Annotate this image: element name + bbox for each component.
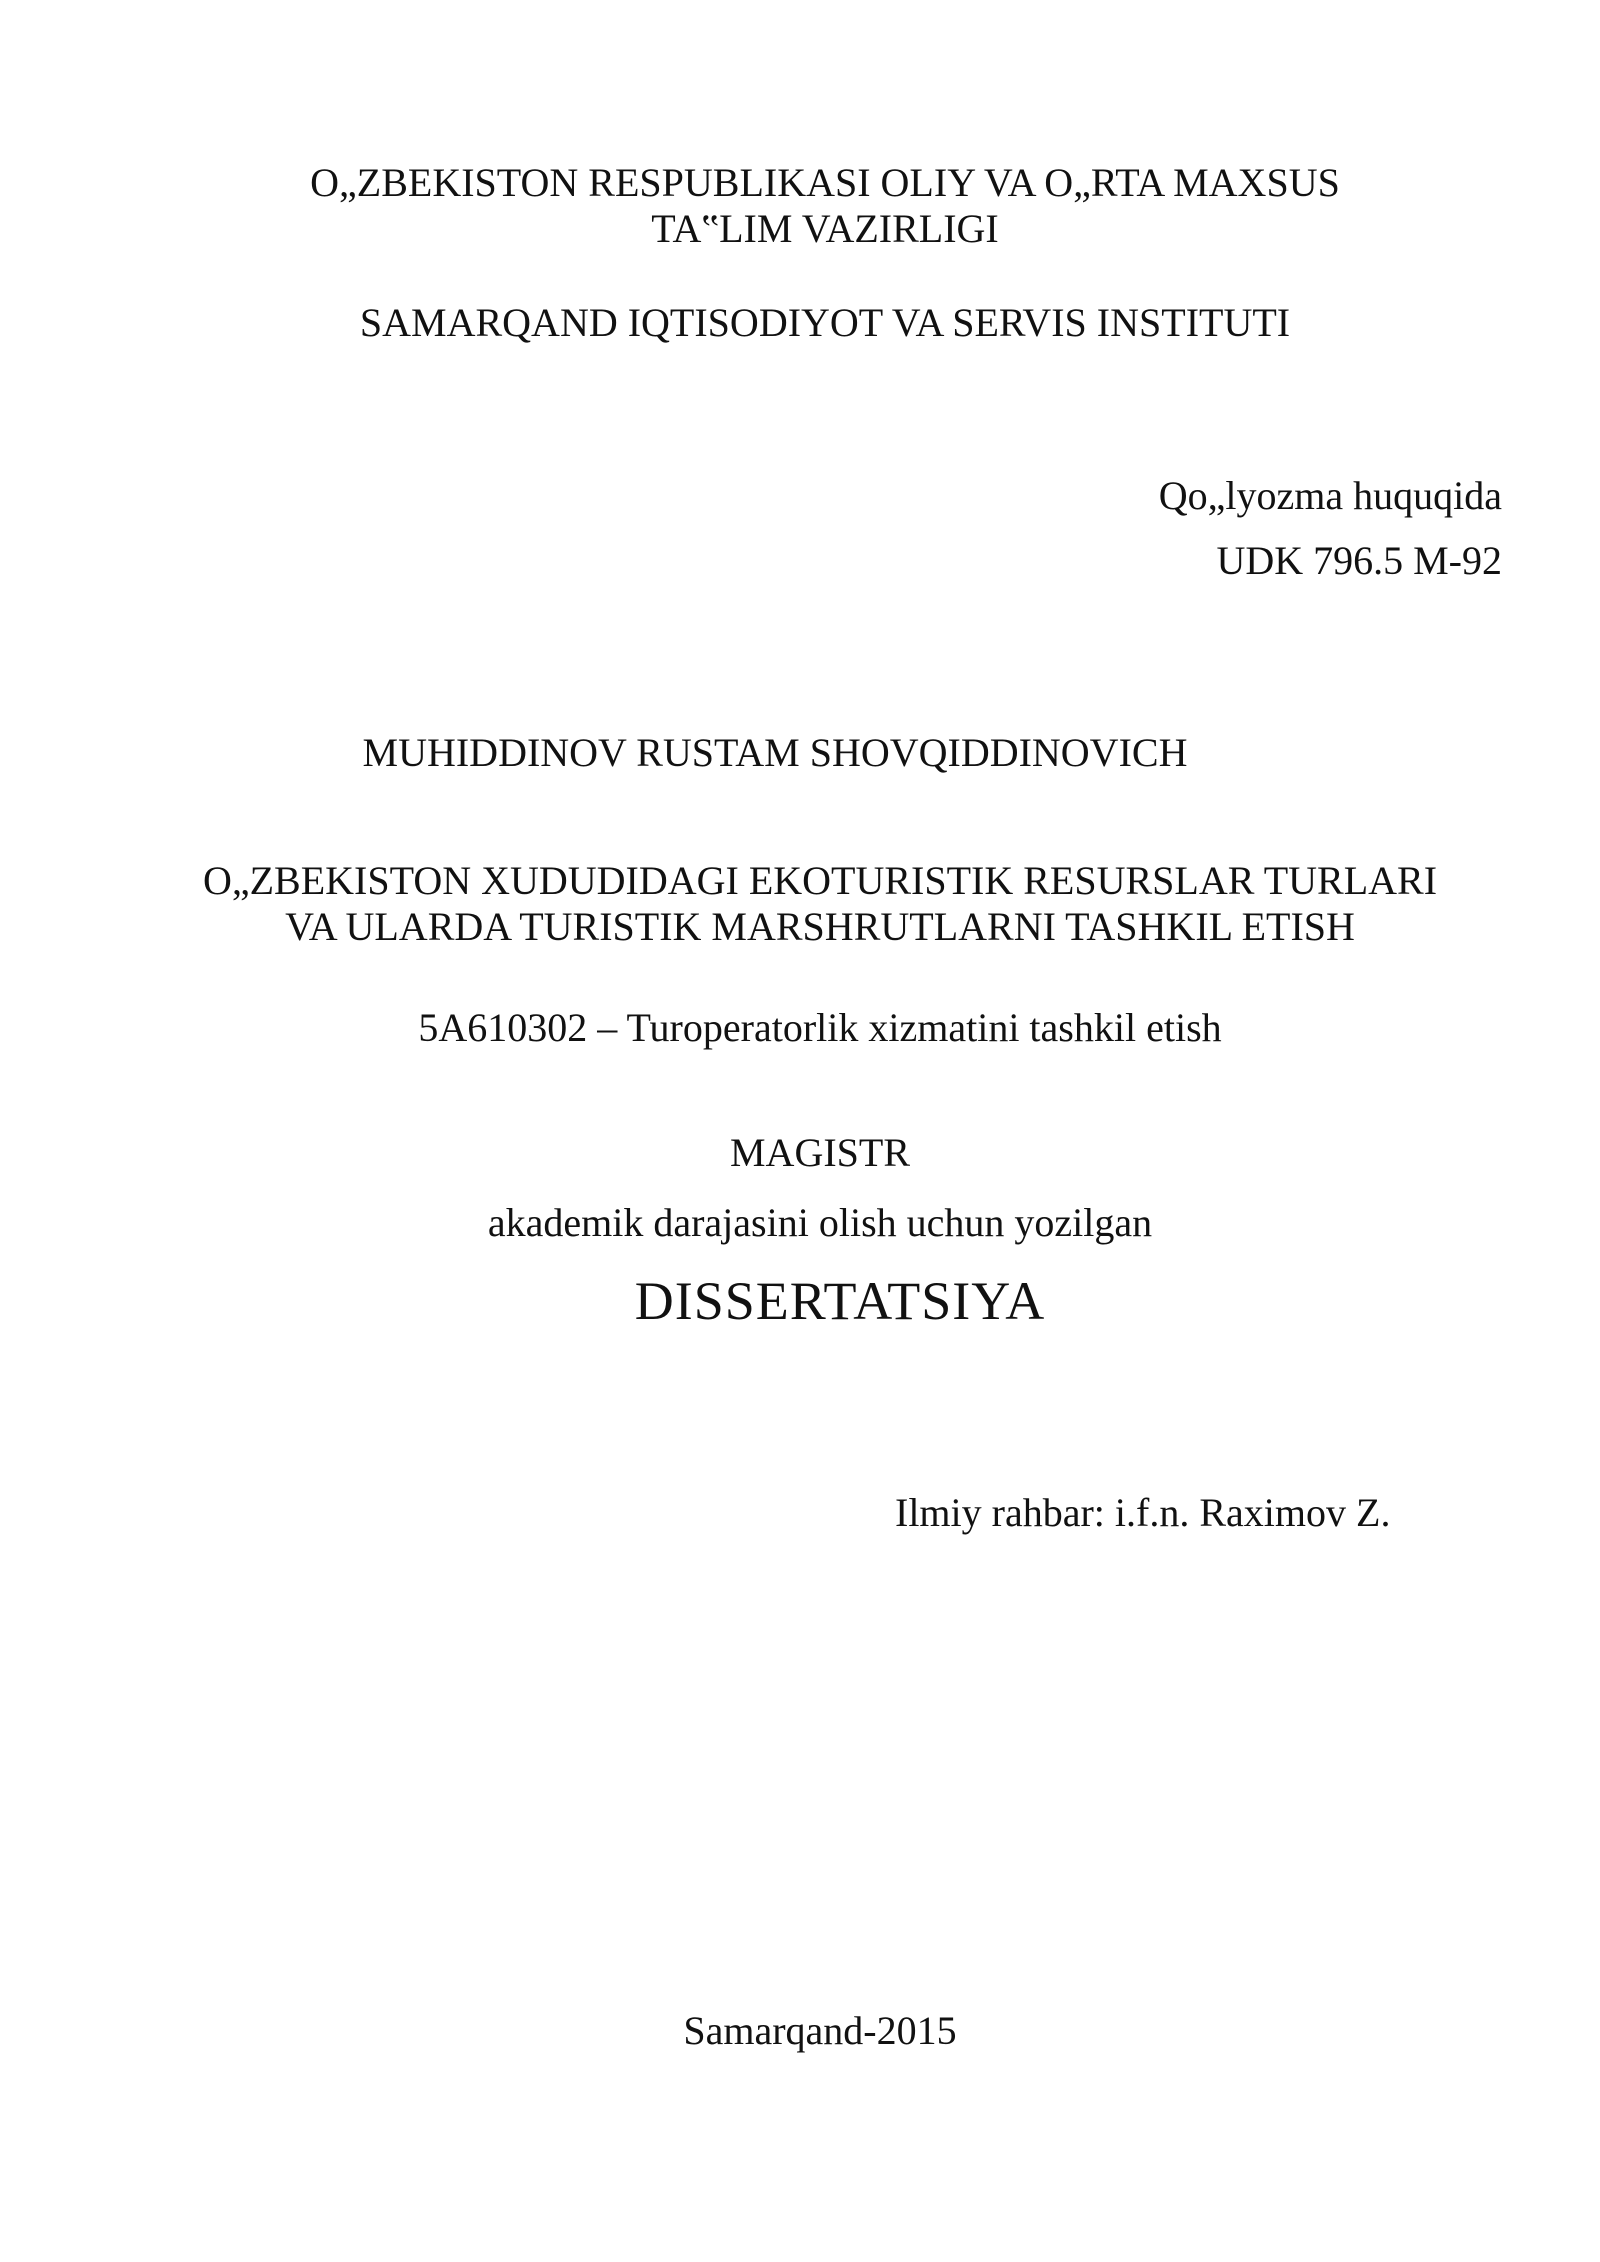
document-type: DISSERTATSIYA <box>634 1271 1046 1331</box>
author-name: MUHIDDINOV RUSTAM SHOVQIDDINOVICH <box>362 730 1188 775</box>
degree-note: akademik darajasini olish uchun yozilgan <box>487 1200 1153 1245</box>
thesis-title-line-1: O„ZBEKISTON XUDUDIDAGI EKOTURISTIK RESURSLAR TURLARI <box>202 858 1438 903</box>
udk-code: UDK 796.5 M-92 <box>1216 538 1502 583</box>
thesis-title-line-2: VA ULARDA TURISTIK MARSHRUTLARNI TASHKIL ETISH <box>285 904 1355 949</box>
degree-title: MAGISTR <box>729 1130 911 1175</box>
specialty-code: 5A610302 – Turoperatorlik xizmatini tashkil etish <box>418 1005 1222 1050</box>
manuscript-rights: Qo„lyozma huquqida <box>1158 473 1502 518</box>
city-year: Samarqand-2015 <box>683 2008 957 2053</box>
ministry-line-2: TA‟LIM VAZIRLIGI <box>651 206 999 251</box>
supervisor: Ilmiy rahbar: i.f.n. Raximov Z. <box>895 1490 1391 1535</box>
institute-name: SAMARQAND IQTISODIYOT VA SERVIS INSTITUTI <box>359 300 1291 345</box>
ministry-line-1: O„ZBEKISTON RESPUBLIKASI OLIY VA O„RTA MAXSUS <box>310 160 1340 205</box>
